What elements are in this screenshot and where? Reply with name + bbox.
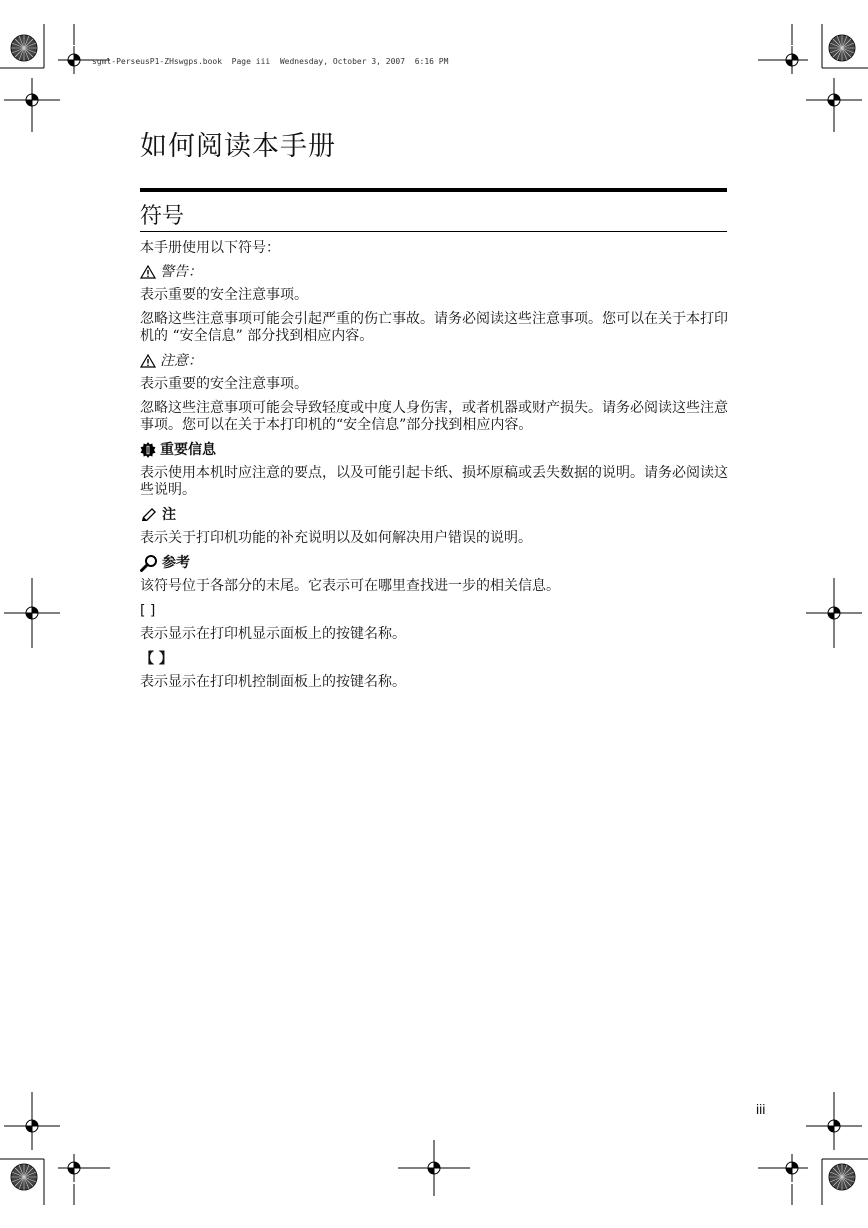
reference-description: 该符号位于各部分的末尾。它表示可在哪里查找进一步的相关信息。: [140, 578, 560, 594]
important-burst-icon: [140, 442, 156, 458]
warning-label: 警告：: [160, 263, 202, 280]
caution-heading: [140, 352, 728, 370]
note-heading: [140, 506, 728, 524]
note-label: 注: [162, 506, 176, 523]
warning-heading: [140, 263, 728, 281]
intro-text: 本手册使用以下符号：: [140, 240, 280, 256]
note-description: 表示关于打印机功能的补充说明以及如何解决用户错误的说明。: [140, 530, 532, 546]
caution-detail: 忽略这些注意事项可能会导致轻度或中度人身伤害，或者机器或财产损失。请务必阅读这些注意事项。您可以在关于本打印机的“安全信息”部分找到相应内容。: [140, 400, 728, 433]
important-description: 表示使用本机时应注意的要点，以及可能引起卡纸、损坏原稿或丢失数据的说明。请务必阅读这些说明。: [140, 465, 728, 498]
symbols-content: [140, 240, 728, 698]
panel-key-description: 表示显示在打印机控制面板上的按键名称。: [140, 674, 406, 690]
warning-detail: 忽略这些注意事项可能会引起严重的伤亡事故。请务必阅读这些注意事项。您可以在关于本打印机的 “安全信息” 部分找到相应内容。: [140, 311, 728, 344]
section-underline: [140, 231, 727, 232]
panel-key-heading: [140, 650, 728, 668]
caution-label: 注意：: [160, 352, 202, 369]
important-label: 重要信息: [160, 441, 216, 458]
magnifier-icon: [140, 555, 158, 572]
caution-description: 表示重要的安全注意事项。: [140, 376, 308, 392]
page-number: iii: [756, 1101, 766, 1117]
reference-label: 参考: [162, 554, 190, 571]
pencil-icon: [140, 507, 158, 523]
important-heading: [140, 441, 728, 459]
running-header: sgml-PerseusP1-ZHswgps.book Page iii Wednesday, October 3, 2007 6:16 PM: [92, 57, 449, 66]
panel-key-label: 【 】: [140, 650, 173, 667]
display-key-description: 表示显示在打印机显示面板上的按键名称。: [140, 626, 406, 642]
reference-heading: [140, 554, 728, 572]
caution-triangle-icon: [140, 354, 156, 368]
warning-triangle-icon: [140, 265, 156, 279]
warning-description: 表示重要的安全注意事项。: [140, 287, 308, 303]
section-title: 符号: [140, 204, 185, 229]
section-divider-bar: [140, 188, 727, 192]
chapter-title: 如何阅读本手册: [140, 131, 336, 162]
display-key-label: [ ]: [140, 602, 156, 619]
display-key-heading: [140, 602, 728, 620]
